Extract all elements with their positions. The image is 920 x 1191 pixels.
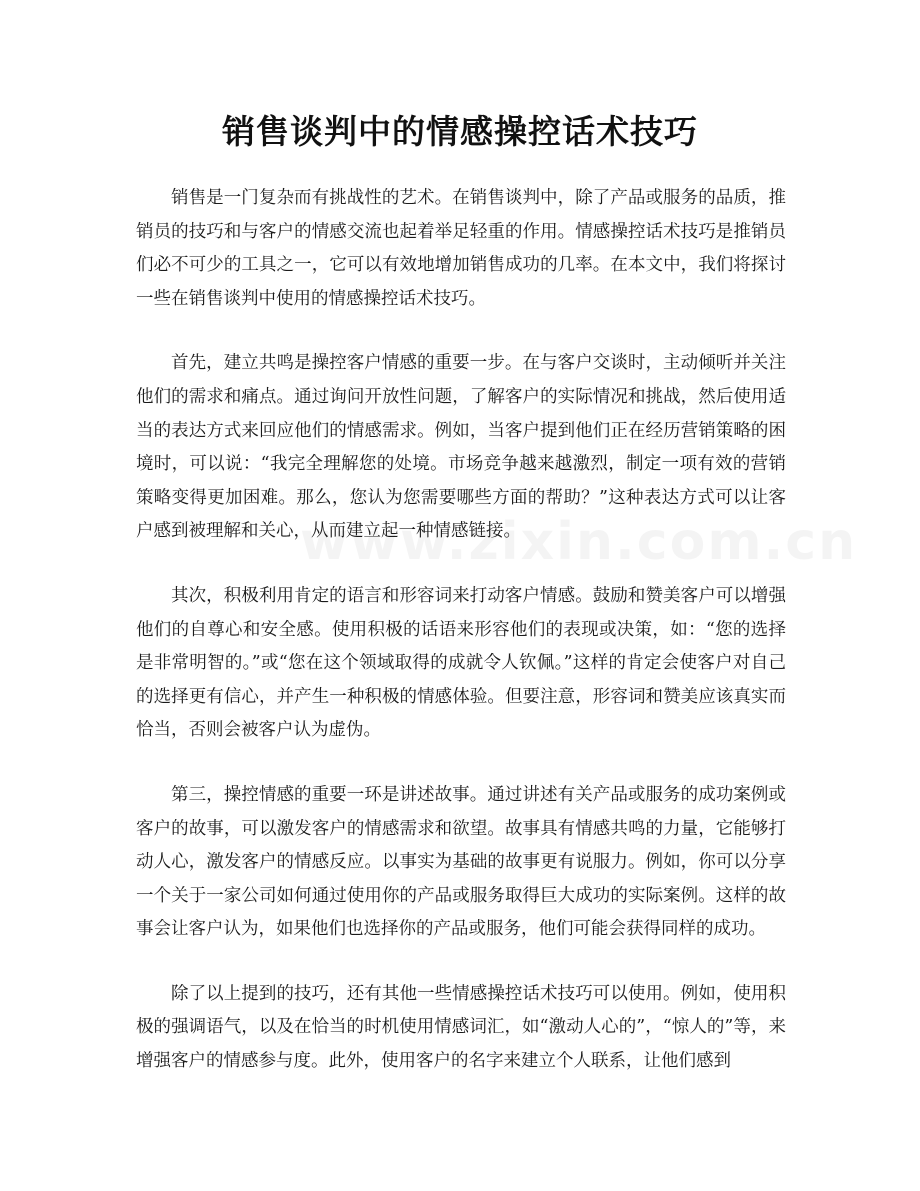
paragraph-resonance: 首先，建立共鸣是操控客户情感的重要一步。在与客户交谈时，主动倾听并关注他们的需求和痛点。通过询问开放性问题，了解客户的实际情况和挑战，然后使用适当的表达方式来回应他们的情感需求。例如，当客户提到他们正在经历营销策略的困境时，可以说：“我完全理解您的处境。市场竞争越来越激烈，制定一项有效的营销策略变得更加困难。那么，您认为您需要哪些方面的帮助？”这种表达方式可以让客户感到被理解和关心，从而建立起一种情感链接。 bbox=[136, 353, 786, 542]
paragraph-intro: 销售是一门复杂而有挑战性的艺术。在销售谈判中，除了产品或服务的品质，推销员的技巧和与客户的情感交流也起着举足轻重的作用。情感操控话术技巧是推销员们必不可少的工具之一，它可以有效地增加销售成功的几率。在本文中，我们将探讨一些在销售谈判中使用的情感操控话术技巧。 bbox=[136, 188, 786, 309]
document-body bbox=[136, 182, 786, 1110]
paragraph-storytelling: 第三，操控情感的重要一环是讲述故事。通过讲述有关产品或服务的成功案例或客户的故事，可以激发客户的情感需求和欲望。故事具有情感共鸣的力量，它能够打动人心，激发客户的情感反应。以事实为基础的故事更有说服力。例如，你可以分享一个关于一家公司如何通过使用你的产品或服务取得巨大成功的实际案例。这样的故事会让客户认为，如果他们也选择你的产品或服务，他们可能会获得同样的成功。 bbox=[136, 784, 786, 940]
paragraph-other-techniques: 除了以上提到的技巧，还有其他一些情感操控话术技巧可以使用。例如，使用积极的强调语气，以及在恰当的时机使用情感词汇，如“激动人心的”，“惊人的”等，来增强客户的情感参与度。此外，使用客户的名字来建立个人联系，让他们感到 bbox=[136, 983, 786, 1072]
document-title: 销售谈判中的情感操控话术技巧 bbox=[222, 112, 698, 151]
paragraph-affirmation: 其次，积极利用肯定的语言和形容词来打动客户情感。鼓励和赞美客户可以增强他们的自尊心和安全感。使用积极的话语来形容他们的表现或决策，如：“您的选择是非常明智的。”或“您在这个领域取得的成就令人钦佩。”这样的肯定会使客户对自己的选择更有信心，并产生一种积极的情感体验。但要注意，形容词和赞美应该真实而恰当，否则会被客户认为虚伪。 bbox=[136, 585, 786, 741]
